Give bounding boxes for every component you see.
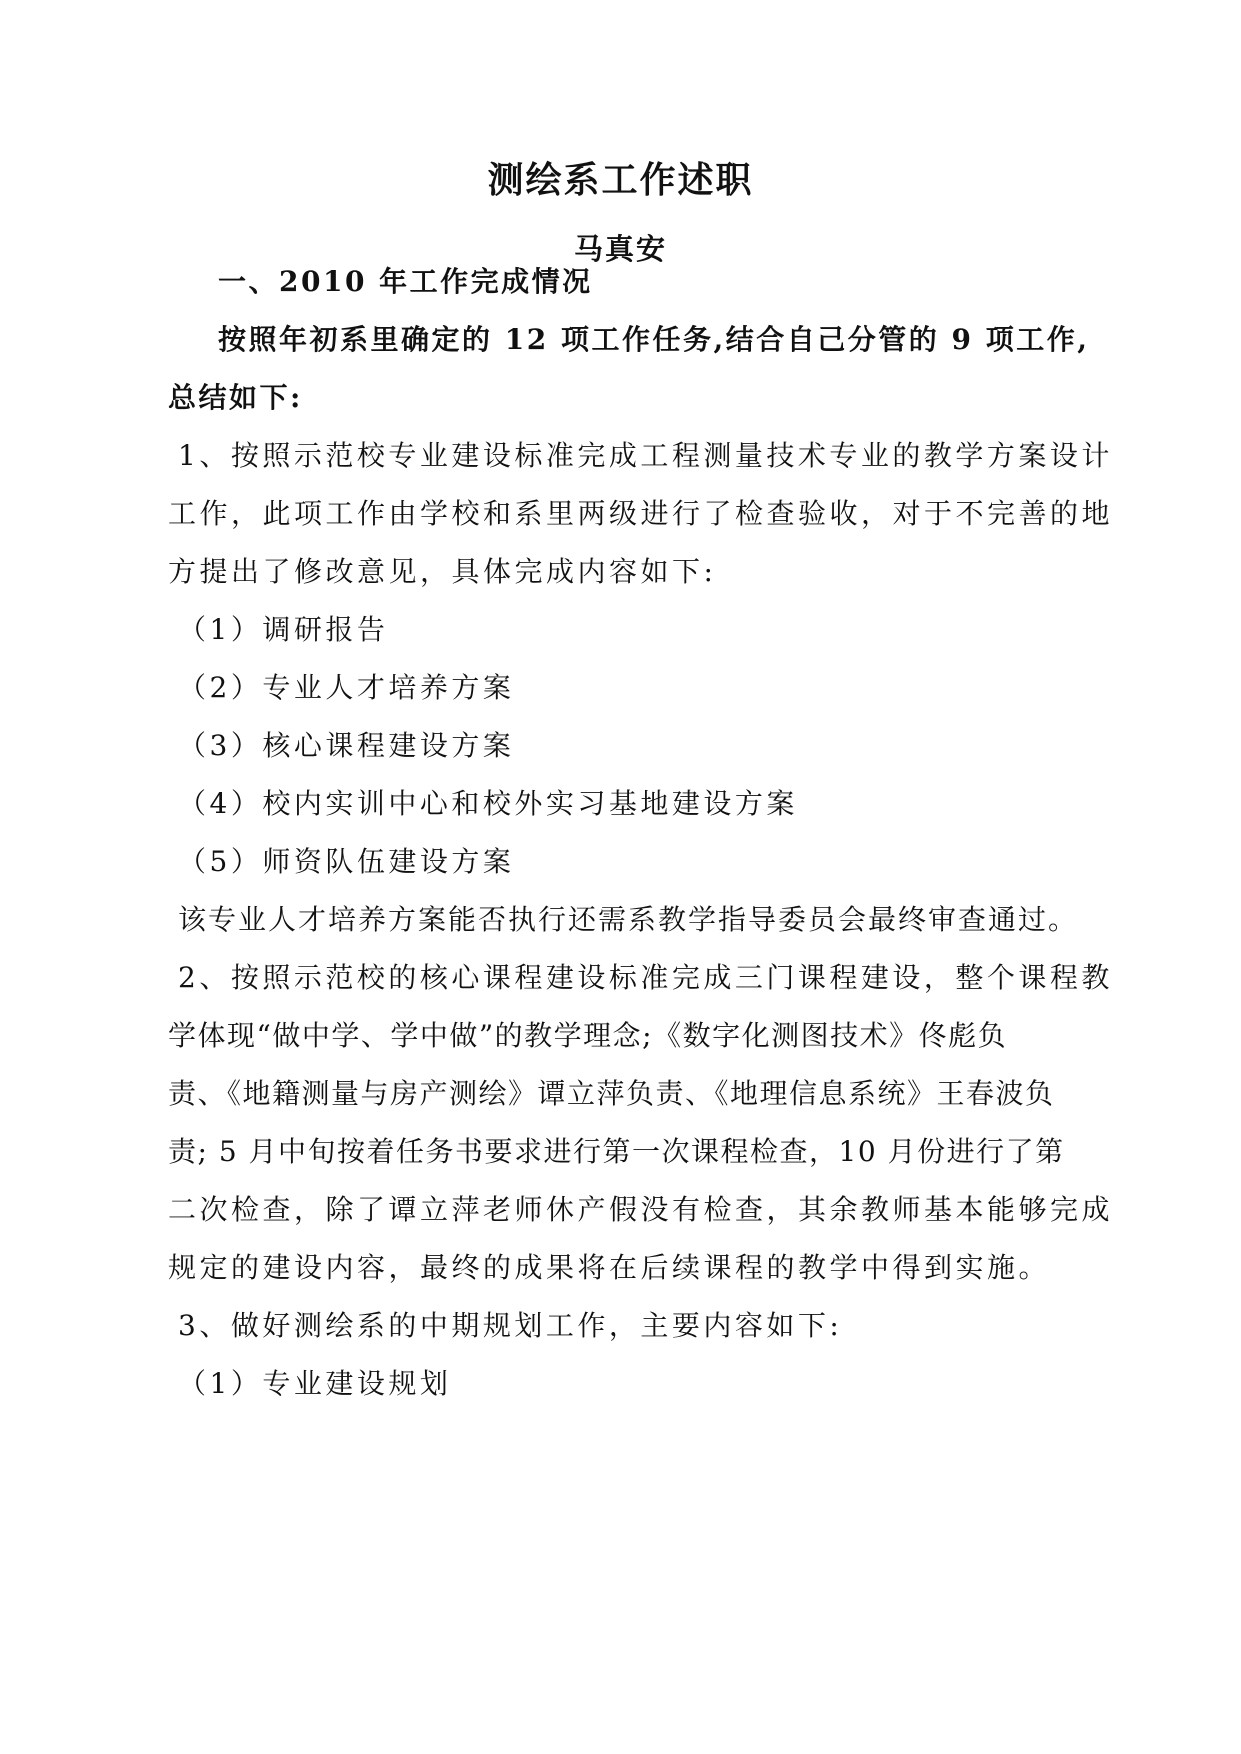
paragraph-line: 责; 5 月中旬按着任务书要求进行第一次课程检查，10 月份进行了第 [168,1135,1065,1168]
paragraph-line: 责、《地籍测量与房产测绘》谭立萍负责、《地理信息系统》王春波负 [168,1077,1055,1110]
paragraph-line: 方提出了修改意见，具体完成内容如下: [168,555,717,588]
list-item: （1）调研报告 [178,613,389,646]
paragraph-line: 学体现“做中学、学中做”的教学理念;《数字化测图技术》佟彪负 [168,1019,1008,1052]
paragraph-line: 1、按照示范校专业建设标准完成工程测量技术专业的教学方案设计 [178,439,1113,472]
list-item: （4）校内实训中心和校外实习基地建设方案 [178,787,798,820]
paragraph-line: 2、按照示范校的核心课程建设标准完成三门课程建设，整个课程教 [178,961,1113,994]
paragraph-line: 工作，此项工作由学校和系里两级进行了检查验收，对于不完善的地 [168,497,1114,530]
list-item: （5）师资队伍建设方案 [178,845,515,878]
list-item: （1）专业建设规划 [178,1367,452,1400]
paragraph-line: 该专业人才培养方案能否执行还需系教学指导委员会最终审查通过。 [178,903,1079,936]
summary-line-1: 按照年初系里确定的 12 项工作任务,结合自己分管的 9 项工作, [218,323,1090,356]
section-heading-1: 一、2010 年工作完成情况 [218,265,593,298]
list-item: （2）专业人才培养方案 [178,671,515,704]
summary-line-2: 总结如下: [168,381,303,414]
list-item: （3）核心课程建设方案 [178,729,515,762]
paragraph-line: 二次检查，除了谭立萍老师休产假没有检查，其余教师基本能够完成 [168,1193,1114,1226]
document-title: 测绘系工作述职 [487,159,754,201]
document-author: 马真安 [573,232,667,266]
paragraph-line: 3、做好测绘系的中期规划工作，主要内容如下: [178,1309,843,1342]
paragraph-line: 规定的建设内容，最终的成果将在后续课程的教学中得到实施。 [168,1251,1051,1284]
